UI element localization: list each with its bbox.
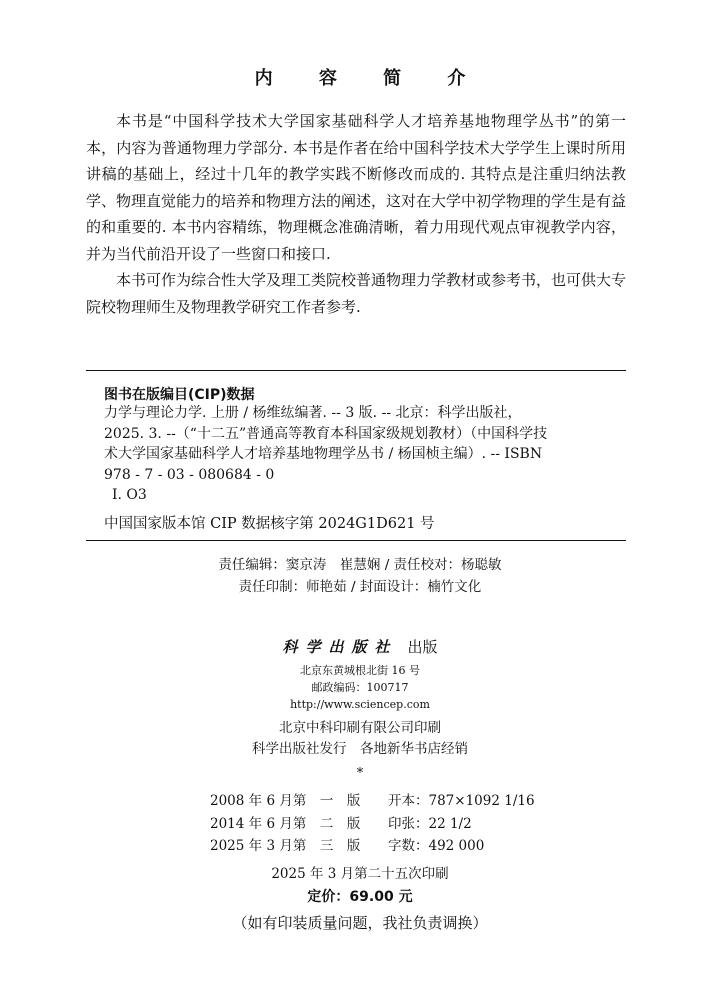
publisher-address: 北京东黄城根北街 16 号 [300,664,420,677]
edition-spec: 字数：492 000 [388,838,485,854]
publisher-url: http://www.sciencep.com [290,698,430,711]
publisher-name: 科学出版社 [282,638,398,656]
edition-date: 2025 年 3 月第 三 版 [210,838,361,854]
divider-bottom [86,540,626,541]
printer-name: 北京中科印刷有限公司印刷 [279,720,441,736]
cip-line: 2025. 3. --（“十二五”普通高等教育本科国家级规划教材）（中国科学技 [104,425,548,442]
cip-record [104,403,624,506]
cip-line: 978 - 7 - 03 - 080684 - 0 [104,466,275,483]
cip-line: 力学与理论力学. 上册 / 杨维纮编著. -- 3 版. -- 北京：科学出版社， [104,405,522,421]
cip-number: 中国国家版本馆 CIP 数据核字第 2024G1D621 号 [104,516,435,532]
cip-line: 术大学国家基础科学人才培养基地物理学丛书 / 杨国桢主编）. -- ISBN [104,446,543,462]
editor-line-1: 责任编辑：窦京涛 崔慧娴 / 责任校对：杨聪敏 [218,557,502,573]
edition-date: 2008 年 6 月第 一 版 [210,793,361,809]
publisher-line [0,636,720,657]
intro-paragraph-2: 本书可作为综合性大学及理工类院校普通物理力学教材或参考书，也可供大专院校物理师生及物理教学研究工作者参考. [86,271,627,316]
publisher-address-block [0,662,720,713]
quality-notice: （如有印装质量问题，我社负责调换） [232,914,488,932]
edition-row [210,790,535,813]
printing-info [0,718,720,760]
separator-star: * [356,766,364,781]
editor-credits [0,554,720,598]
price: 定价：69.00 元 [307,889,413,905]
edition-list [210,790,535,858]
cip-line: Ⅰ. O3 [112,487,147,503]
intro-paragraph-1: 本书是“中国科学技术大学国家基础科学人才培养基地物理学丛书”的第一本，内容为普通物理力学部分. 本书是作者在给中国科学技术大学学生上课时所用讲稿的基础上，经过十几年的教学实践不断修改而成的. 其特点是注重归纳法教学、物理直觉能力的培养和物理方法的阐述，这对在大学中初学物理的学生是有益的和重要的. 本书内容精练，物理概念准确清晰，着力用现代观点审视教学内容，并为当代前沿开设了一些窗口和接口. [86,112,627,263]
cip-heading: 图书在版编目(CIP)数据 [104,387,255,403]
editor-line-2: 责任印制：师艳茹 / 封面设计：楠竹文化 [238,579,482,595]
page-title: 内 容 简 介 [254,68,486,89]
divider-top [86,370,626,371]
edition-row [210,813,535,836]
edition-spec: 开本：787×1092 1/16 [388,793,535,809]
publisher-suffix: 出版 [407,638,438,656]
edition-spec: 印张：22 1/2 [388,815,472,832]
publisher-postcode: 邮政编码：100717 [311,681,409,694]
introduction [86,108,626,320]
impression-info: 2025 年 3 月第二十五次印刷 [271,866,449,882]
edition-row [210,835,535,858]
distribution-info: 科学出版社发行 各地新华书店经销 [252,741,468,757]
edition-date: 2014 年 6 月第 二 版 [210,815,361,832]
